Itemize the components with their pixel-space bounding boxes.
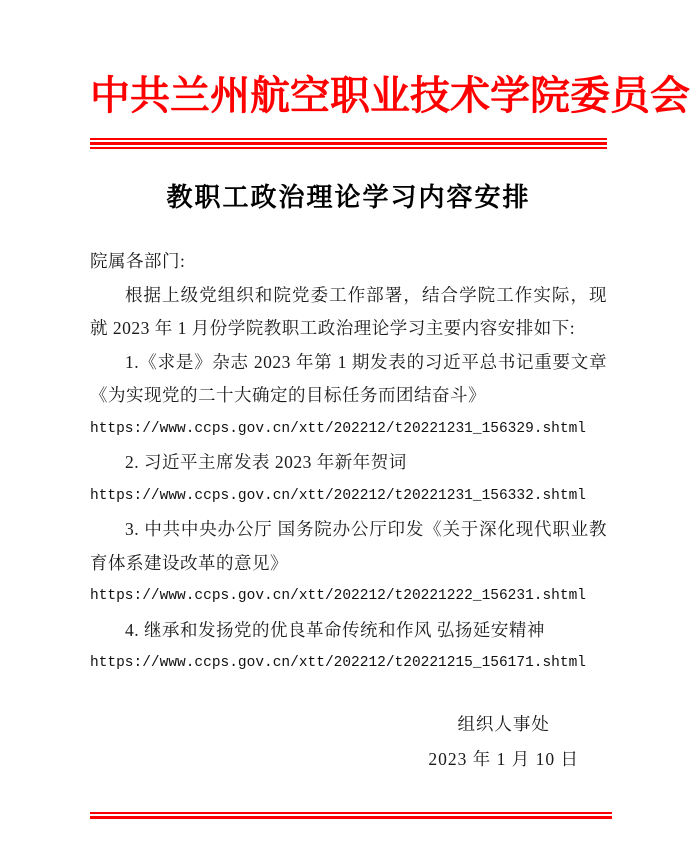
letterhead-org-name: 中共兰州航空职业技术学院委员会	[90, 73, 690, 118]
study-item-3: 3. 中共中央办公厅 国务院办公厅印发《关于深化现代职业教育体系建设改革的意见》	[90, 519, 607, 573]
study-item-2-url: https://www.ccps.gov.cn/xtt/202212/t20221231_156332.shtml	[90, 487, 586, 504]
study-item-1: 1.《求是》杂志 2023 年第 1 期发表的习近平总书记重要文章《为实现党的二十大确定的目标任务而团结奋斗》	[90, 351, 607, 405]
intro-paragraph: 根据上级党组织和院党委工作部署，结合学院工作实际，现就 2023 年 1 月份学院教职工政治理论学习主要内容安排如下:	[90, 284, 607, 338]
document-title: 教职工政治理论学习内容安排	[166, 183, 531, 212]
document-body	[90, 245, 607, 681]
study-item-4-url: https://www.ccps.gov.cn/xtt/202212/t20221215_156171.shtml	[90, 655, 586, 671]
study-item-1-url: https://www.ccps.gov.cn/xtt/202212/t20221231_156329.shtml	[90, 420, 586, 437]
signature-date: 2023 年 1 月 10 日	[428, 748, 579, 769]
study-item-2: 2. 习近平主席发表 2023 年新年贺词	[125, 452, 407, 472]
study-item-3-url: https://www.ccps.gov.cn/xtt/202212/t20221222_156231.shtml	[90, 588, 586, 604]
salutation: 院属各部门:	[90, 251, 186, 271]
header-rule	[90, 138, 607, 149]
signature-block	[428, 707, 579, 777]
footer-rule	[90, 812, 612, 819]
signature-department: 组织人事处	[457, 713, 550, 734]
study-item-4: 4. 继承和发扬党的优良革命传统和作风 弘扬延安精神	[125, 619, 545, 640]
